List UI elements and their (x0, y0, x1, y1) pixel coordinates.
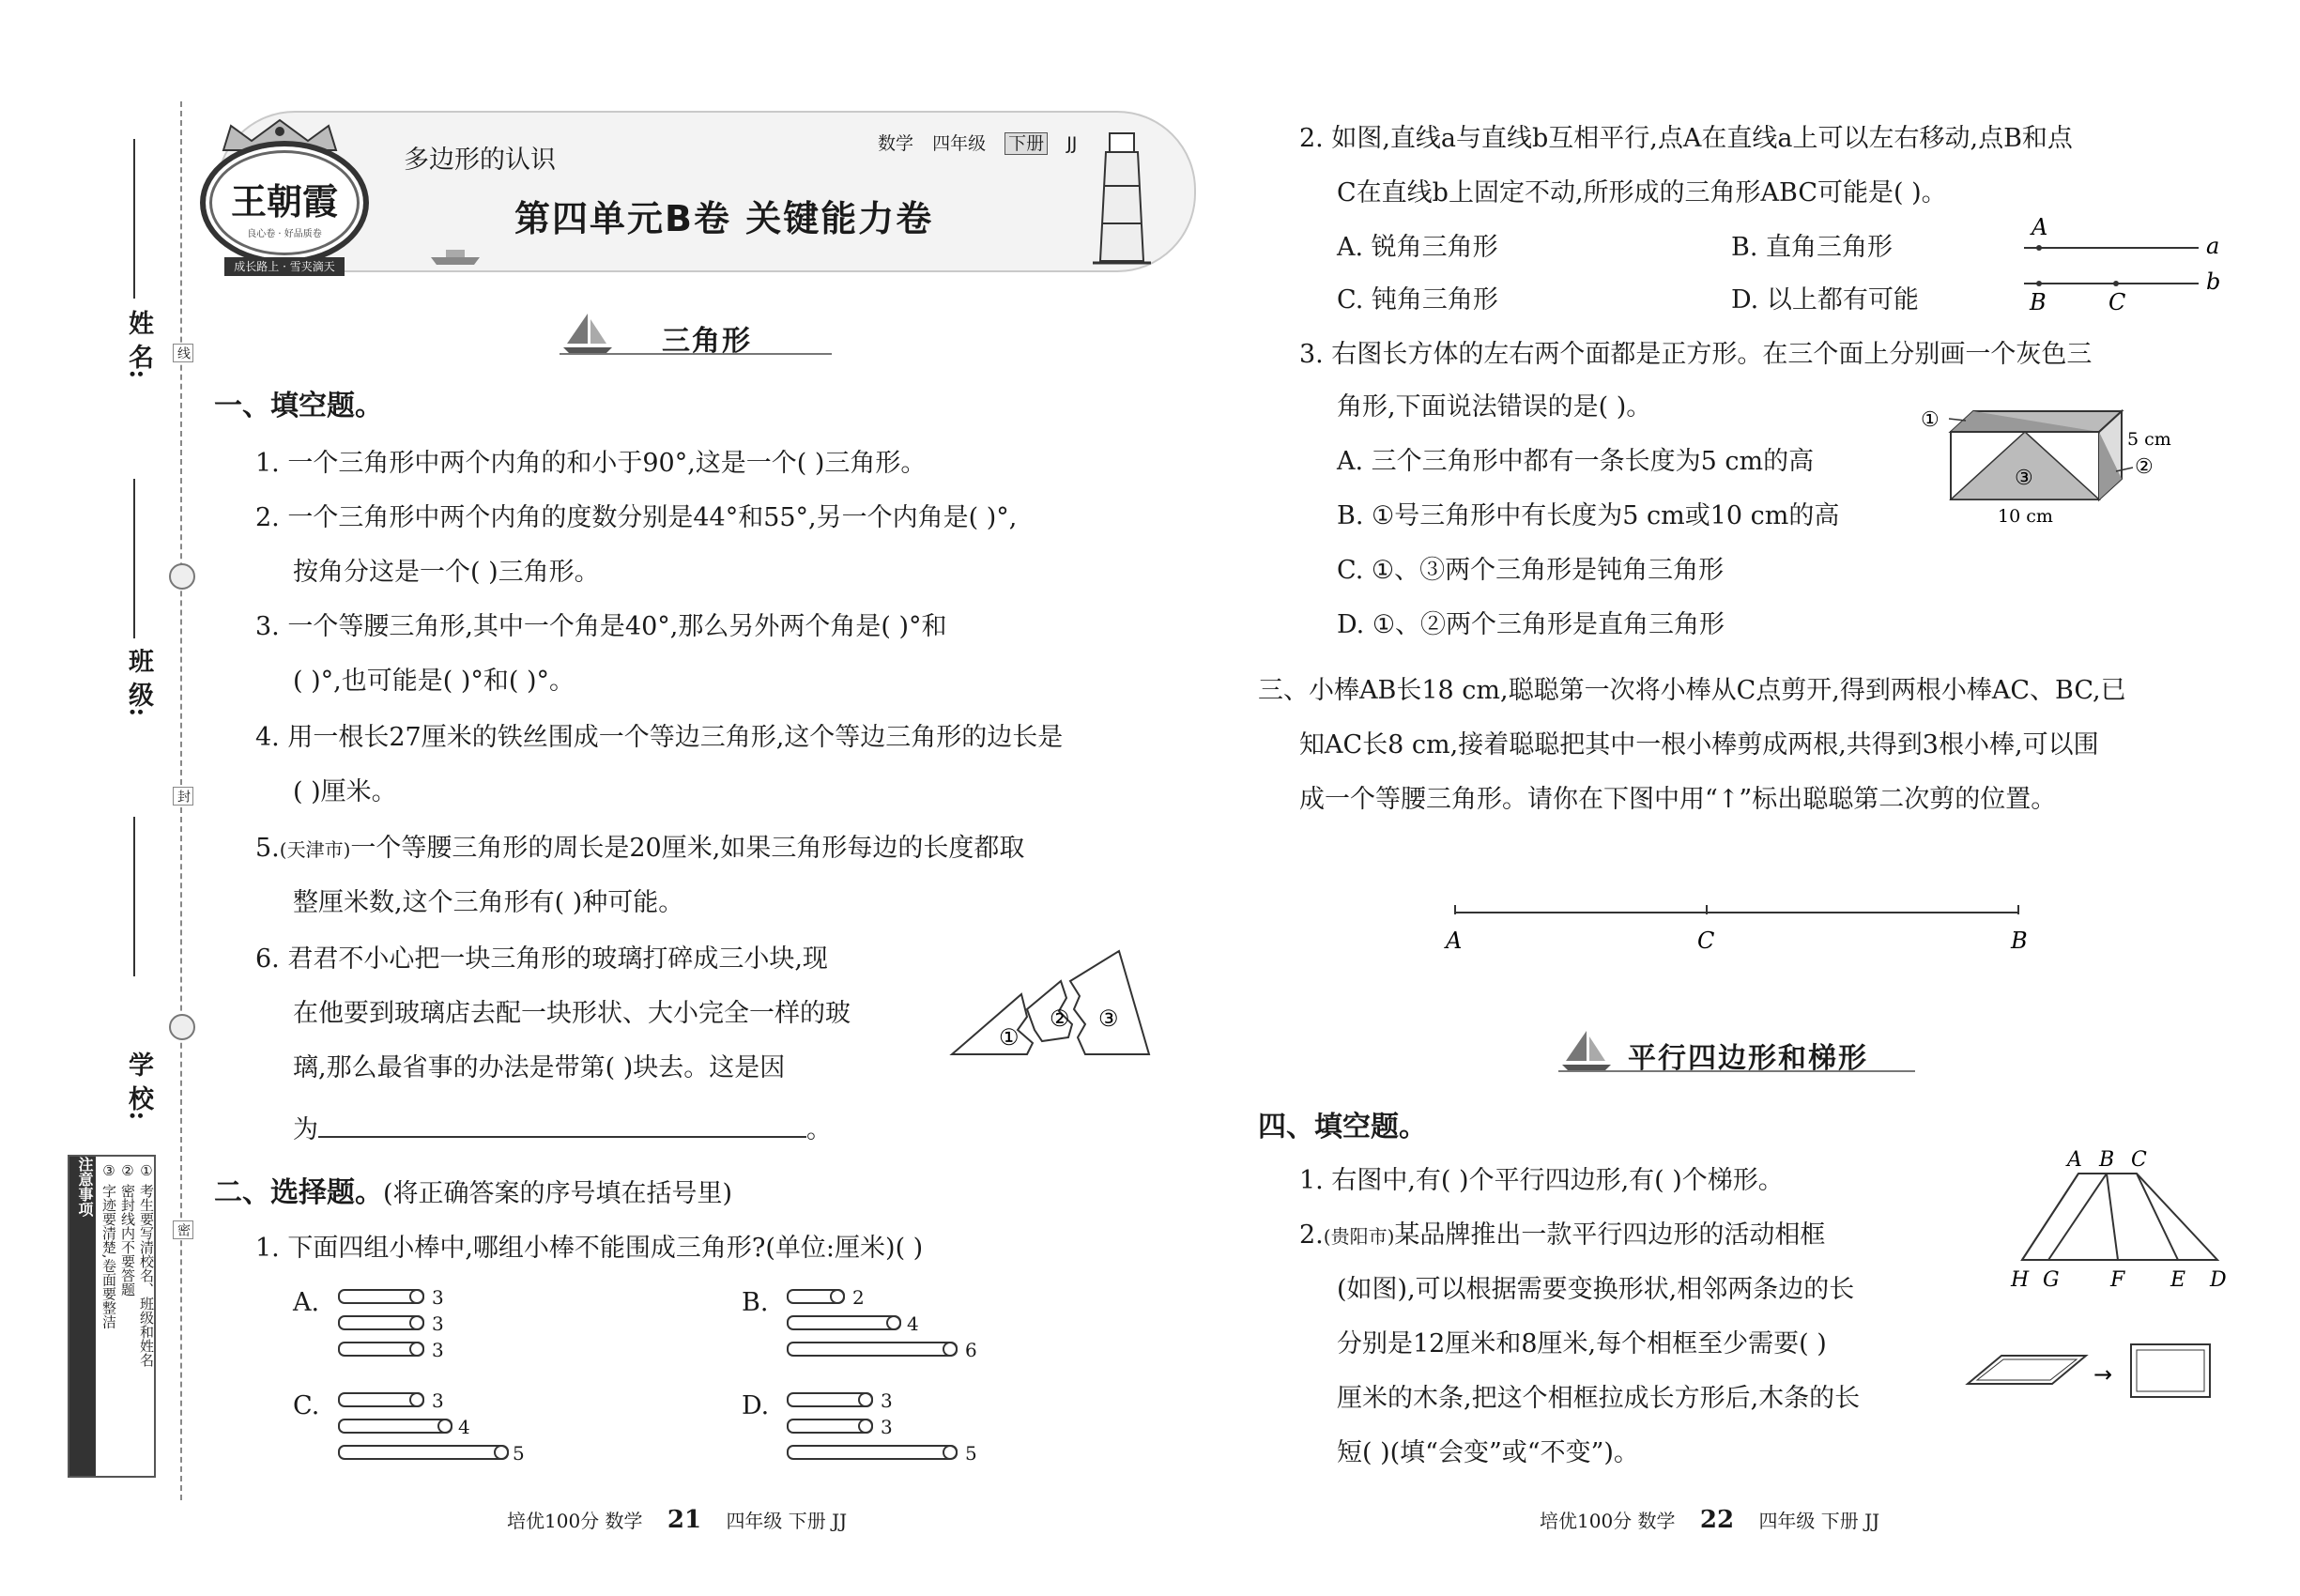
stick-length: 3 (432, 1286, 444, 1309)
stick (787, 1445, 958, 1460)
page-footer (507, 1506, 847, 1534)
section-title-parallelogram: 平行四边形和梯形 (1628, 1042, 1868, 1075)
cut-mark: 密 (173, 1220, 193, 1239)
face-label: ② (2135, 455, 2154, 479)
binding-hole (169, 1014, 195, 1040)
option-label: A. (293, 1288, 320, 1317)
question-text: 短( )(填“会变”或“不变”)。 (1337, 1438, 1639, 1467)
answer-blank[interactable] (318, 1112, 806, 1138)
name-line[interactable] (133, 139, 135, 299)
question-body: 为 (293, 1115, 318, 1144)
frame-figure (1964, 1333, 2217, 1418)
stick (787, 1289, 845, 1304)
region-tag: (天津市) (279, 838, 351, 861)
point-label: E (2170, 1268, 2186, 1292)
part-heading (214, 1176, 733, 1209)
note-item: ② 密封线内不要答题 (119, 1162, 136, 1297)
stick (338, 1419, 452, 1434)
stick-length: 4 (458, 1416, 470, 1438)
stick-length: 5 (965, 1442, 977, 1465)
stick (787, 1419, 873, 1434)
tag-volume: 下册 (1004, 132, 1048, 155)
piece-label: ③ (1098, 1005, 1119, 1032)
dimension-label: 5 cm (2127, 429, 2171, 450)
point-label: B (2011, 928, 2028, 954)
option-text: C. ①、③两个三角形是钝角三角形 (1337, 556, 1725, 585)
question-text: 1. 右图中,有( )个平行四边形,有( )个梯形。 (1299, 1166, 1784, 1195)
stick-length: 3 (432, 1339, 444, 1361)
point-label: D (2210, 1268, 2227, 1292)
page-number: 22 (1699, 1506, 1735, 1534)
question-text (255, 836, 1024, 861)
question-text: 6. 君君不小心把一块三角形的玻璃打碎成三小块,现 (255, 944, 828, 974)
logo-name: 王朝霞 (230, 180, 338, 223)
part-heading: 一、填空题。 (214, 390, 383, 422)
question-text: 按角分这是一个( )三角形。 (293, 558, 600, 587)
line-label: a (2206, 233, 2220, 259)
question-text: 三、小棒AB长18 cm,聪聪第一次将小棒从C点剪开,得到两根小棒AC、BC,已 (1258, 676, 2126, 705)
unit-subtitle: 多边形的认识 (404, 146, 556, 175)
piece-label: ② (1050, 1005, 1070, 1032)
notes-body (100, 1162, 156, 1367)
question-text: 2. 一个三角形中两个内角的度数分别是44°和55°,另一个内角是( )°, (255, 503, 1018, 532)
region-tag: (贵阳市) (1323, 1225, 1395, 1248)
logo-slogan: 良心卷 · 好品质卷 (247, 229, 322, 239)
point-label: C (1697, 928, 1715, 954)
page-number: 21 (667, 1506, 702, 1534)
dimension-label: 10 cm (1998, 506, 2053, 527)
option-label: B. (742, 1288, 769, 1317)
question-text: 整厘米数,这个三角形有( )种可能。 (293, 888, 684, 917)
question-text: ( )厘米。 (293, 777, 397, 806)
stick-length: 6 (965, 1339, 977, 1361)
footer-suffix: 四年级 下册 JJ (1758, 1510, 1880, 1532)
option-text: B. 直角三角形 (1731, 233, 1894, 262)
notes-head: 注意事项 (69, 1157, 96, 1476)
page-title: 第四单元B卷 关键能力卷 (514, 198, 934, 239)
parallel-lines-figure (2011, 210, 2227, 314)
brand-logo (200, 141, 369, 273)
stick (338, 1315, 424, 1330)
option-text: C. 钝角三角形 (1337, 285, 1498, 315)
question-text: 1. 下面四组小棒中,哪组小棒不能围成三角形?(单位:厘米)( ) (255, 1234, 924, 1263)
question-text: 2. 如图,直线a与直线b互相平行,点A在直线a上可以左右移动,点B和点 (1299, 124, 2073, 153)
stick-length: 3 (432, 1389, 444, 1412)
option-text: A. 锐角三角形 (1337, 233, 1498, 262)
tag-subject: 数学 (878, 133, 914, 154)
question-text: 3. 右图长方体的左右两个面都是正方形。在三个面上分别画一个灰色三 (1299, 340, 2093, 369)
name-label: 姓 名: (124, 310, 153, 379)
stick-length: 4 (907, 1312, 919, 1335)
notes-box (68, 1155, 156, 1478)
question-number: 5. (255, 834, 280, 863)
stick-length: 3 (881, 1389, 893, 1412)
question-text: 分别是12厘米和8厘米,每个相框至少需要( ) (1337, 1329, 1827, 1358)
stick-length: 5 (513, 1442, 525, 1465)
page-footer (1540, 1506, 1879, 1534)
face-label: ③ (2015, 467, 2033, 490)
section-title-triangle: 三角形 (662, 325, 752, 358)
footer-prefix: 培优100分 数学 (507, 1510, 643, 1532)
tag-edition: JJ (1066, 133, 1078, 154)
question-text: 成一个等腰三角形。请你在下图中用“↑”标出聪聪第二次剪的位置。 (1299, 785, 2057, 814)
question-text: C在直线b上固定不动,所形成的三角形ABC可能是( )。 (1337, 178, 1947, 207)
stick-length: 3 (432, 1312, 444, 1335)
point-label: C (2108, 289, 2126, 314)
school-label: 学 校: (124, 1051, 153, 1121)
option-text: D. ①、②两个三角形是直角三角形 (1337, 610, 1725, 639)
part-heading: 四、填空题。 (1258, 1111, 1427, 1143)
note-item: ③ 字迹要清楚,卷面要整洁 (100, 1162, 117, 1329)
stick (338, 1289, 424, 1304)
option-text: B. ①号三角形中有长度为5 cm或10 cm的高 (1337, 501, 1840, 530)
stick (787, 1342, 958, 1357)
footer-prefix: 培优100分 数学 (1540, 1510, 1676, 1532)
question-text: 4. 用一根长27厘米的铁丝围成一个等边三角形,这个等边三角形的边长是 (255, 723, 1064, 752)
broken-glass-figure (948, 944, 1155, 1066)
cut-mark: 封 (173, 787, 193, 806)
point-label: B (2099, 1148, 2115, 1172)
part-heading-text: 二、选择题。 (214, 1176, 383, 1209)
question-text: ( )°,也可能是( )°和( )°。 (293, 667, 575, 696)
option-label: D. (742, 1391, 770, 1420)
point-label: H (2011, 1268, 2030, 1292)
binding-hole (169, 563, 195, 590)
question-text: (如图),可以根据需要变换形状,相邻两条边的长 (1337, 1275, 1855, 1304)
sailboat-icon (560, 310, 616, 357)
point-label: A (2067, 1148, 2082, 1172)
point-label: C (2131, 1148, 2147, 1172)
trapezoid-figure (2009, 1145, 2234, 1296)
point-label: B (2030, 289, 2047, 314)
question-text (293, 1112, 832, 1143)
cut-mark: 线 (173, 344, 193, 362)
lighthouse-icon (1089, 130, 1155, 270)
stick (338, 1445, 509, 1460)
point-label: A (2032, 214, 2048, 240)
option-text: D. 以上都有可能 (1731, 285, 1919, 315)
header-tags (878, 130, 1090, 155)
tag-grade: 四年级 (932, 133, 987, 154)
option-text: A. 三个三角形中都有一条长度为5 cm的高 (1337, 447, 1815, 476)
logo-banner: 成长路上 · 雪夹滴天 (224, 257, 345, 276)
stick (787, 1315, 901, 1330)
sailboat-icon (1558, 1027, 1615, 1074)
point-label: G (2043, 1268, 2060, 1292)
class-label: 班 级: (124, 648, 153, 717)
part-heading-note: (将正确答案的序号填在括号里) (383, 1179, 733, 1208)
point-label: F (2110, 1268, 2125, 1292)
question-text: 厘米的木条,把这个相框拉成长方形后,木条的长 (1337, 1384, 1861, 1413)
stick-segment-figure[interactable] (1436, 892, 2037, 958)
question-text: 知AC长8 cm,接着聪聪把其中一根小棒剪成两根,共得到3根小棒,可以围 (1299, 730, 2099, 760)
class-line[interactable] (133, 479, 135, 638)
stick (787, 1392, 873, 1407)
cuboid-figure (1915, 392, 2178, 533)
point-label: A (1446, 928, 1463, 954)
question-body: 某品牌推出一款平行四边形的活动相框 (1394, 1220, 1826, 1250)
face-label: ① (1921, 408, 1940, 432)
question-end: 。 (806, 1115, 832, 1144)
question-number: 2. (1299, 1220, 1324, 1250)
stick (338, 1392, 424, 1407)
question-text: 3. 一个等腰三角形,其中一个角是40°,那么另外两个角是( )°和 (255, 612, 947, 641)
line-label: b (2206, 269, 2221, 295)
question-text: 角形,下面说法错误的是( )。 (1337, 392, 1652, 422)
ship-icon (427, 246, 483, 267)
stick-length: 3 (881, 1416, 893, 1438)
school-line[interactable] (133, 817, 135, 976)
note-item: ① 考生要写清校名、班级和姓名 (138, 1162, 155, 1367)
footer-suffix: 四年级 下册 JJ (726, 1510, 848, 1532)
stick-length: 2 (852, 1286, 865, 1309)
option-label: C. (293, 1391, 320, 1420)
question-text: 在他要到玻璃店去配一块形状、大小完全一样的玻 (293, 999, 851, 1028)
question-text: 1. 一个三角形中两个内角的和小于90°,这是一个( )三角形。 (255, 449, 927, 478)
question-text: 璃,那么最省事的办法是带第( )块去。这是因 (293, 1053, 786, 1082)
arrow-icon: → (2093, 1361, 2113, 1388)
question-body: 一个等腰三角形的周长是20厘米,如果三角形每边的长度都取 (350, 834, 1025, 863)
question-text (1299, 1222, 1825, 1248)
stick (338, 1342, 424, 1357)
piece-label: ① (999, 1024, 1020, 1051)
